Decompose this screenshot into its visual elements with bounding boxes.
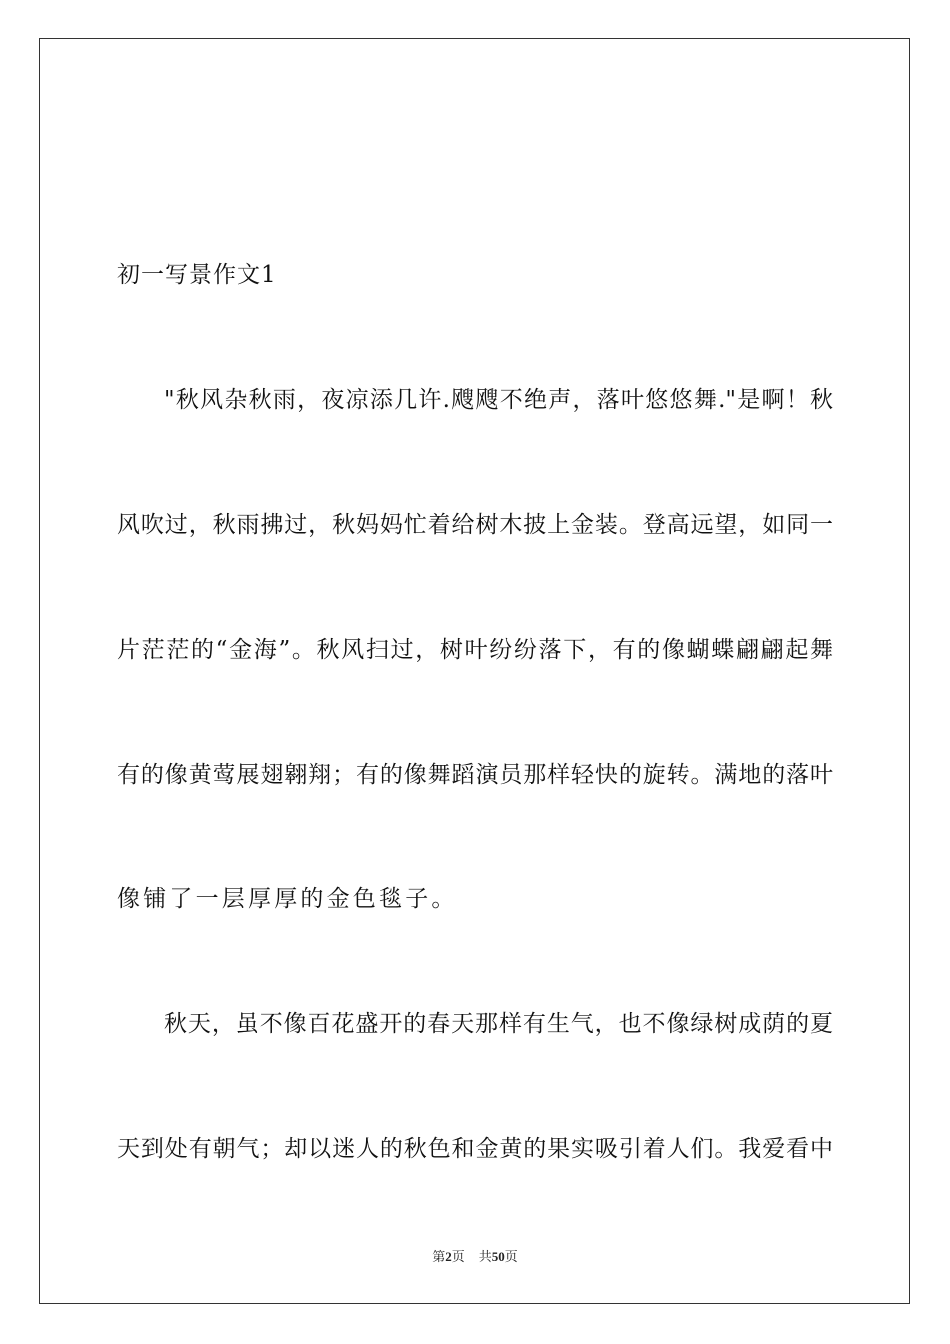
document-title: 初一写景作文1 xyxy=(117,262,277,288)
paragraph-1-line-3: 片茫茫的“金海”。秋风扫过，树叶纷纷落下，有的像蝴蝶翩翩起舞 xyxy=(117,637,833,663)
paragraph-2-line-1: 秋天，虽不像百花盛开的春天那样有生气，也不像绿树成荫的夏 xyxy=(164,1011,833,1037)
footer-page-prefix: 第 xyxy=(432,1249,446,1264)
paragraph-1-line-4: 有的像黄莺展翅翱翔；有的像舞蹈演员那样轻快的旋转。满地的落叶 xyxy=(117,762,833,788)
page-border xyxy=(39,38,910,1304)
paragraph-1-line-2: 风吹过，秋雨拂过，秋妈妈忙着给树木披上金装。登高远望，如同一 xyxy=(117,512,833,538)
footer-total-prefix: 共 xyxy=(478,1249,492,1264)
paragraph-1-line-1: "秋风杂秋雨，夜凉添几许.飕飕不绝声，落叶悠悠舞."是啊！秋 xyxy=(164,387,833,413)
footer-page-number: 2 xyxy=(445,1249,452,1264)
footer-total-pages: 50 xyxy=(491,1249,505,1264)
footer-page-suffix: 页 xyxy=(451,1249,465,1264)
footer-total-suffix: 页 xyxy=(504,1249,518,1264)
paragraph-2-line-2: 天到处有朝气；却以迷人的秋色和金黄的果实吸引着人们。我爱看中 xyxy=(117,1136,833,1162)
paragraph-1-line-5: 像铺了一层厚厚的金色毯子。 xyxy=(117,886,458,912)
page-footer xyxy=(0,1248,950,1266)
